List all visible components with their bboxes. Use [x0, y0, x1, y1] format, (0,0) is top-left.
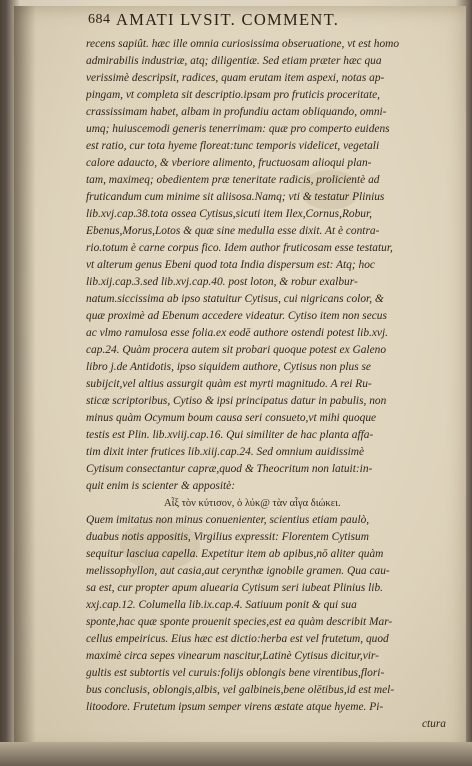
- text-line: testis est Plin. lib.xviij.cap.16. Qui similiter de hac planta affa-: [86, 429, 374, 441]
- text-line: Ebenus,Morus,Lotos & quæ sine medulla esse dixit. At è contra-: [86, 225, 380, 237]
- text-line: minus quàm Ocymum boum causa seri consueto,vt mihi quoque: [86, 412, 377, 424]
- text-line: quæ proximè ad Ebenum accedere videatur. Cytiso item non secus: [86, 310, 387, 322]
- text-line: recens sapiût. hæc ille omnia curiosissima obseruatione, vt est homo: [86, 38, 400, 50]
- catchword: ctura: [421, 718, 446, 730]
- text-line: verissimè descripsit, radices, quam erutam item aspexi, notas ap-: [86, 72, 385, 84]
- text-line: maximè circa sepes vinearum nascitur,Latinè Cytisus dicitur,vir-: [86, 650, 379, 662]
- text-line: sequitur lasciua capella. Expetitur item ab apibus,nō aliter quàm: [86, 548, 384, 560]
- faint-marginal-mark: [34, 59, 80, 75]
- page-header: [88, 10, 448, 32]
- text-line: pingam, vt completa sit descriptio.ipsam pro fruticis proceritate,: [86, 89, 381, 101]
- text-line: quit enim is scienter & appositè:: [86, 480, 236, 492]
- text-line: libro j.de Antidotis, ipso siquidem authore, Cytisus non plus se: [86, 361, 371, 373]
- text-line: crassissimam habet, albam in profundiu actam obliquando, omni-: [86, 106, 387, 118]
- text-line: fruticandum cum minime sit aliisosa.Namq; vti & testatur Plinius: [86, 191, 385, 203]
- text-line: melissophyllon, aut casia,aut cerynthæ ignobile gramen. Qua cau-: [86, 565, 390, 577]
- text-line: calore adaucto, & vberiore alimento, fructuosam alioqui plan-: [86, 157, 372, 169]
- text-line: natum.siccissima ab ipso statuitur Cytisus, cui nigricans color, &: [86, 293, 384, 305]
- text-line: cellus empeiricus. Eius hæc est dictio:herba est vel frutetum, quod: [86, 633, 389, 645]
- text-line: sponte,hac quæ sponte prouenit species,est ea quàm describit Mar-: [86, 616, 393, 628]
- text-line: lib.xvj.cap.38.tota ossea Cytisus,sicuti item Ilex,Cornus,Robur,: [86, 208, 373, 220]
- text-line: gultis est subtortis vel curuis:folijs oblongis bene virentibus,flori-: [86, 667, 385, 679]
- text-line: est ratio, cur tota hyeme floreat:tunc temporis videlicet, vegetali: [86, 140, 380, 152]
- text-line: Quem imitatus non minus conuenienter, scientius etiam paulò,: [86, 514, 370, 526]
- running-head: AMATI LVSIT. COMMENT.: [116, 10, 340, 29]
- text-line: umq; huiuscemodi generis tenerrimam: quæ pro comperto euidens: [86, 123, 390, 135]
- text-line: admirabilis industriæ, atq; diligentiæ. Sed etiam præter hæc qua: [86, 55, 382, 67]
- text-line: sa est, cur propter apum aluearia Cytisum seri iubeat Plinius lib.: [86, 582, 383, 594]
- body-text: [86, 36, 454, 733]
- text-line: sticæ scriptoribus, Cytiso & ipsi principatus datur in pabulis, non: [86, 395, 387, 407]
- text-line: xxj.cap.12. Columella lib.ix.cap.4. Satiuum ponit & qui sua: [86, 599, 357, 611]
- page-number: 684: [88, 12, 111, 27]
- text-line: cap.24. Quàm procera autem sit probari quoque potest ex Galeno: [86, 344, 387, 356]
- faint-marginal-mark: [34, 117, 80, 133]
- text-line: lib.xij.cap.3.sed lib.xvj.cap.40. post loton, & robur exalbur-: [86, 276, 358, 288]
- text-line: tim dixit inter frutices lib.xiij.cap.24. Sed omnium auidissimè: [86, 446, 365, 458]
- text-line: Cytisum consectantur capræ,quod & Theocritum non latuit:in-: [86, 463, 373, 475]
- text-line: litoodore. Frutetum ipsum semper virens æstate atque hyeme. Pi-: [86, 701, 384, 713]
- text-line: ac vlmo ramulosa esse folia.ex eodē authore ostendi potest lib.xvj.: [86, 327, 389, 339]
- text-line: tam, maximeq; obedientem præ teneritate radicis, prolicientè ad: [86, 174, 380, 186]
- text-line: subijcit,vel altius assurgit quàm est myrti magnitudo. A rei Ru-: [86, 378, 372, 390]
- gutter-shadow: [14, 6, 36, 752]
- text-line: bus conclusis, oblongis,albis, vel galbineis,bene olētibus,id est mel-: [86, 684, 395, 696]
- text-line: vt alterum genus Ebeni quod tota India dispersum est: Atq; hoc: [86, 259, 375, 271]
- page-bottom-edge: [0, 742, 472, 766]
- text-line: rio.totum è carne corpus fico. Idem author fruticosam esse testatur,: [86, 242, 393, 254]
- text-line: duabus notis appositis, Virgilius expressit: Florentem Cytisum: [86, 531, 369, 543]
- greek-verse: Αἶξ τὸν κύτισον, ὁ λύκ@ τὰν αἶγα διώκει.: [164, 498, 341, 509]
